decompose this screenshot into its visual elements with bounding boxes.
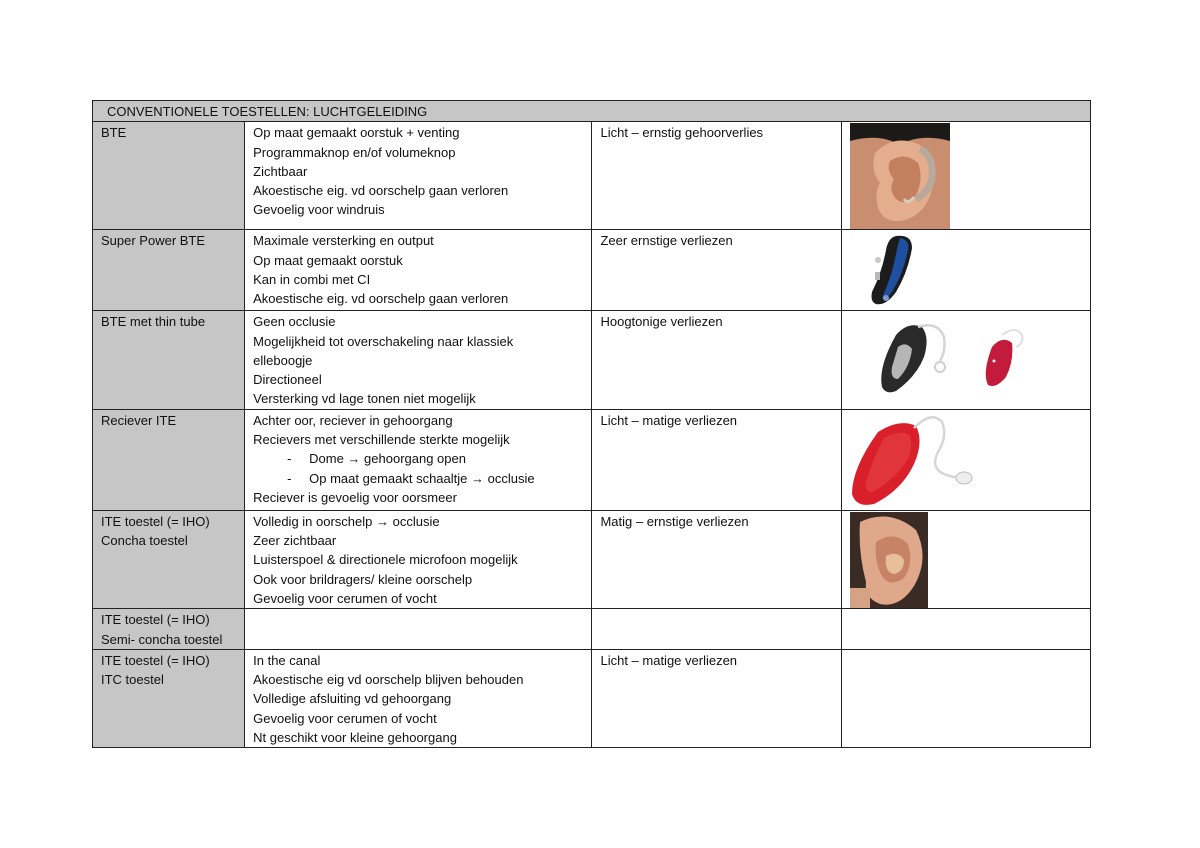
indication: Matig – ernstige verliezen [600,513,749,529]
device-type-cell [93,230,245,311]
features-cell [245,409,592,510]
indication-cell [592,311,841,409]
device-type: ITE toestel (= IHO) [101,612,210,628]
table-row [93,409,1091,510]
device-type-cell [93,510,245,608]
device-type-cell [93,311,245,409]
feature: Kan in combi met CI [253,271,371,287]
device-type-cell [93,649,245,747]
device-type-cell [93,122,245,230]
feature: Zichtbaar [253,163,308,179]
feature: Op maat gemaakt oorstuk [253,252,403,268]
image-cell [841,311,1090,409]
receiver-ite-photo [848,412,978,508]
device-type: ITE toestel (= IHO) [101,513,210,529]
device-subtype: ITC toestel [101,672,164,688]
feature: Gevoelig voor cerumen of vocht [253,710,437,726]
feature: Gevoelig voor windruis [253,202,385,218]
hearing-aid-table [92,100,1091,748]
table-row [93,122,1091,230]
feature: Volledig in oorschelp → occlusie [253,513,440,529]
device-type-cell [93,409,245,510]
feature: Recievers met verschillende sterkte mogelijk [253,432,510,448]
image-cell [841,649,1090,747]
features-cell [245,122,592,230]
indication-cell [592,510,841,608]
features-cell [245,311,592,409]
feature: Nt geschikt voor kleine gehoorgang [253,730,457,746]
thin-tube-bte-photo [866,317,1026,395]
table-row [93,230,1091,311]
sub-feature: - Op maat gemaakt schaaltje → occlusie [287,470,535,486]
feature: Versterking vd lage tonen niet mogelijk [253,391,476,407]
device-type: ITE toestel (= IHO) [101,652,210,668]
device-subtype: Concha toestel [101,533,188,549]
device-subtype: Semi- concha toestel [101,631,223,647]
features-cell [245,510,592,608]
sub-feature: - Dome → gehoorgang open [287,451,466,467]
feature: Achter oor, reciever in gehoorgang [253,412,453,428]
indication: Licht – matige verliezen [600,412,738,428]
feature: Reciever is gevoelig voor oorsmeer [253,489,457,505]
image-cell [841,609,1090,650]
feature: Ook voor brildragers/ kleine oorschelp [253,571,473,587]
feature: Gevoelig voor cerumen of vocht [253,590,437,606]
image-cell [841,510,1090,608]
device-type: BTE [101,125,127,141]
feature: Akoestische eig. vd oorschelp gaan verloren [253,291,509,307]
feature: Maximale versterking en output [253,233,434,249]
features-cell [245,230,592,311]
image-cell [841,409,1090,510]
feature: Geen occlusie [253,314,336,330]
indication-cell [592,649,841,747]
feature: Mogelijkheid tot overschakeling naar klassiek [253,333,514,349]
bte-on-ear-photo [850,123,950,229]
device-type: BTE met thin tube [101,314,206,330]
indication: Licht – matige verliezen [600,652,738,668]
feature: In the canal [253,652,321,668]
concha-ite-photo [850,512,928,608]
table-row [93,510,1091,608]
features-cell [245,609,592,650]
indication-cell [592,409,841,510]
indication-cell [592,609,841,650]
indication: Zeer ernstige verliezen [600,233,733,249]
feature: Volledige afsluiting vd gehoorgang [253,691,452,707]
feature: Akoestische eig vd oorschelp blijven behouden [253,672,524,688]
table-row [93,609,1091,650]
device-type-cell [93,609,245,650]
indication-cell [592,122,841,230]
image-cell [841,230,1090,311]
features-cell [245,649,592,747]
feature: Directioneel [253,372,322,388]
device-type: Super Power BTE [101,233,206,249]
indication: Hoogtonige verliezen [600,314,723,330]
feature: Luisterspoel & directionele microfoon mogelijk [253,552,518,568]
indication: Licht – ernstig gehoorverlies [600,125,764,141]
image-cell [841,122,1090,230]
indication-cell [592,230,841,311]
feature: Akoestische eig. vd oorschelp gaan verloren [253,183,509,199]
feature: elleboogje [253,352,313,368]
super-power-bte-photo [856,232,916,308]
table-row [93,311,1091,409]
table-header: CONVENTIONELE TOESTELLEN: LUCHTGELEIDING [93,101,1091,122]
feature: Programmaknop en/of volumeknop [253,144,456,160]
table-row [93,649,1091,747]
feature: Op maat gemaakt oorstuk + venting [253,125,460,141]
feature: Zeer zichtbaar [253,533,337,549]
device-type: Reciever ITE [101,412,177,428]
